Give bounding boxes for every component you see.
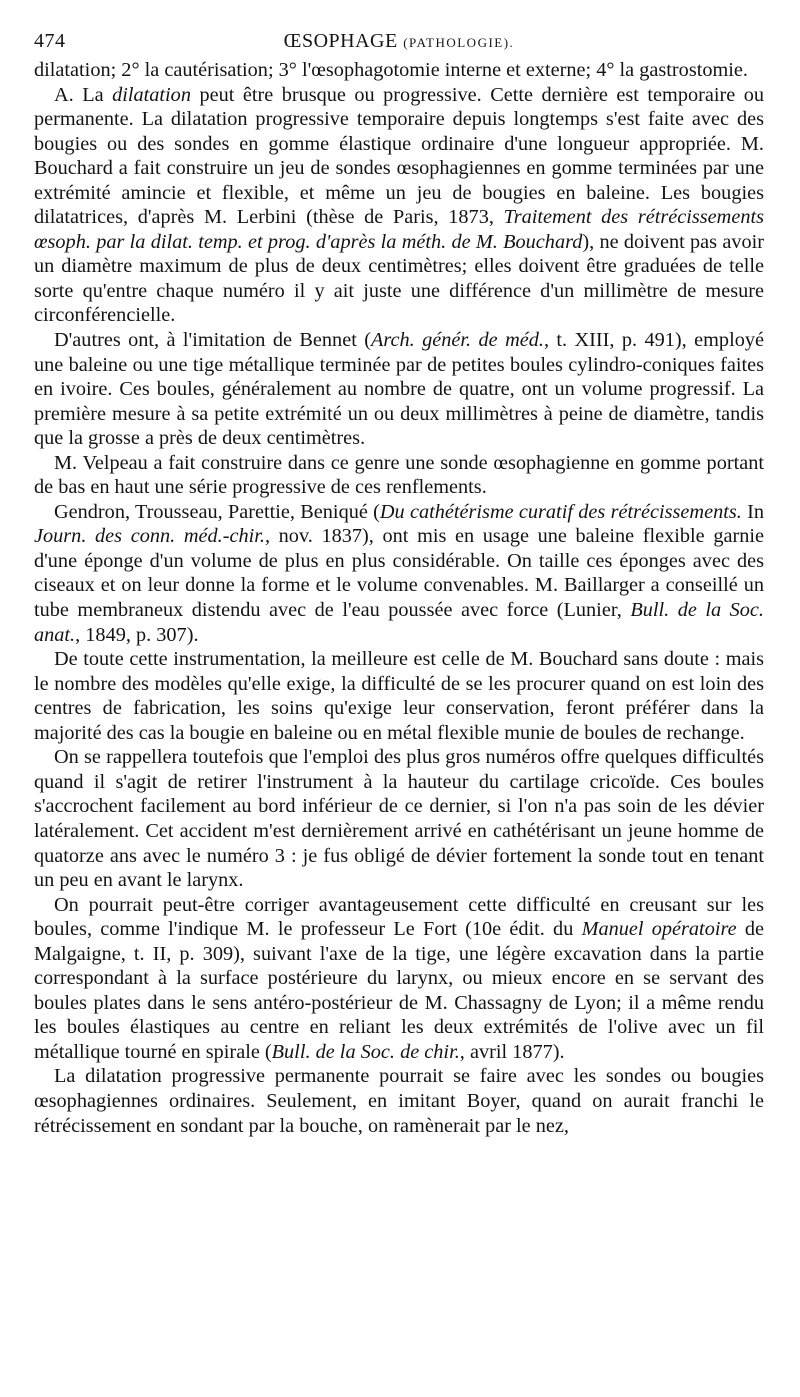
paragraph [34, 451, 764, 500]
text-run: On pourrait peut-être corriger avantageusement cette difficulté en creusant sur les boules, comme l'indique M. le professeur Le Fort (10e édit. du [34, 893, 764, 941]
page-header [34, 22, 764, 58]
paragraph [34, 500, 764, 647]
text-run: Gendron, Trousseau, Parettie, Beniqué ( [54, 500, 380, 523]
text-run: , 1849, p. 307). [75, 623, 199, 646]
body-text [34, 58, 764, 1138]
text-run: La dilatation progressive permanente pourrait se faire avec les sondes ou bougies œsophagiennes ordinaires. Seulement, en imitant Boyer, quand on aurait franchi le rétrécissement en sondant par la bouche, on ramènerait par le nez, [34, 1065, 764, 1137]
text-run: On se rappellera toutefois que l'emploi des plus gros numéros offre quelques difficultés quand il s'agit de retirer l'instrument à la hauteur du cartilage cricoïde. Ces boules s'accrochent facilement au bord inférieur de ce dernier, si l'on n'a pas soin de les dévier latéralement. Cet accident m'est dernièrement arrivé en cathétérisant un jeune homme de quatorze ans avec le numéro 3 : je fus obligé de dévier fortement la sonde tout en tenant un peu en avant le larynx. [34, 746, 764, 892]
italic-text: Bull. de la Soc. anat. [34, 599, 764, 646]
text-run: ), ne doivent pas avoir un diamètre maximum de plus de deux centimètres; elles doivent être graduées de telle sorte qu'entre chaque numéro il y ait juste une différence d'un millimètre de mesure circonférencielle. [34, 230, 764, 327]
paragraph [34, 58, 764, 83]
paragraph [34, 328, 764, 451]
italic-text: Arch. génér. de méd. [370, 329, 544, 352]
running-title-sub: (PATHOLOGIE). [403, 35, 515, 50]
text-run: de Malgaigne, t. II, p. 309), suivant l'axe de la tige, une légère excavation dans la partie correspondant à la surface postérieure du larynx, ou mieux encore en se servant des boules plates dans le sens antéro-postérieur de M. Chassagny de Lyon; il a même rendu les boules élastiques au centre en reliant les deux extrémités de l'olive avec un fil métallique tourné en spirale ( [34, 918, 764, 1063]
italic-text: Journ. des conn. méd.-chir. [34, 525, 265, 548]
text-run: , avril 1877). [459, 1040, 565, 1063]
text-run: De toute cette instrumentation, la meilleure est celle de M. Bouchard sans doute : mais le nombre des modèles qu'elle exige, la difficulté de se les procurer quand on est loin des centres de fabrication, les soins qu'exige leur conservation, feront préférer dans la majorité des cas la bougie en baleine ou en métal flexible munie de boules de rechange. [34, 648, 764, 744]
paragraph [34, 83, 764, 328]
paragraph [34, 893, 764, 1065]
italic-text: Bull. de la Soc. de chir. [271, 1040, 460, 1063]
running-title [34, 30, 764, 53]
text-run: A. La [54, 83, 113, 106]
text-run: In [741, 500, 764, 523]
paragraph [34, 647, 764, 745]
running-title-main: ŒSOPHAGE [283, 30, 398, 52]
paragraph [34, 1064, 764, 1138]
text-run: , t. XIII, p. 491), employé une baleine ou une tige métallique terminée par de petites boules cylindro-coniques faites en ivoire. Ces boules, généralement au nombre de quatre, ont un volume progressif. La première mesure à sa petite extrémité un ou deux millimètres à peine de diamètre, tandis que la grosse a près de deux centimètres. [34, 329, 764, 450]
italic-text: Du cathétérisme curatif des rétrécissements. [379, 500, 742, 523]
text-run: dilatation; 2° la cautérisation; 3° l'œsophagotomie interne et externe; 4° la gastrostomie. [34, 59, 748, 81]
paragraph [34, 745, 764, 892]
text-run: D'autres ont, à l'imitation de Bennet ( [54, 329, 371, 352]
italic-text: Traitement des rétrécissements œsoph. par la dilat. temp. et prog. d'après la méth. de M. Bouchard [34, 206, 764, 253]
text-run: M. Velpeau a fait construire dans ce genre une sonde œsophagienne en gomme portant de bas en haut une série progressive de ces renflements. [34, 451, 764, 499]
page-number: 474 [34, 30, 66, 52]
text-run: , nov. 1837), ont mis en usage une baleine flexible garnie d'une éponge d'un volume de plus en plus considérable. On taille ces éponges avec des ciseaux et on leur donne la forme et le volume convenables. M. Baillarger a conseillé un tube membraneux distendu avec de l'eau poussée avec force (Lunier, [34, 525, 764, 622]
italic-text: dilatation [112, 83, 191, 106]
text-run: peut être brusque ou progressive. Cette dernière est temporaire ou permanente. La dilatation progressive temporaire depuis longtemps s'est faite avec des bougies ou des sondes en gomme élastique ordinaire d'une longueur appropriée. M. Bouchard a fait construire un jeu de sondes œsophagiennes en gomme terminées par une extrémité amincie et flexible, et même un jeu de bougies en baleine. Les bougies dilatatrices, d'après M. Lerbini (thèse de Paris, 1873, [34, 83, 765, 229]
italic-text: Manuel opératoire [581, 918, 737, 941]
